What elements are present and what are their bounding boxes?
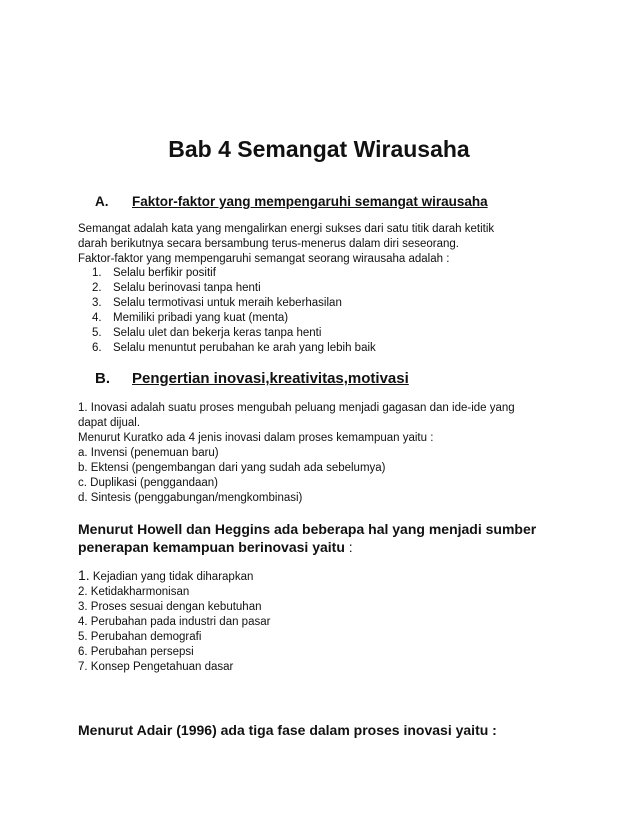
section-b-line: d. Sintesis (penggabungan/mengkombinasi) [78, 492, 303, 504]
howell-first-text: Kejadian yang tidak diharapkan [89, 571, 254, 583]
list-item: 1. Selalu berfikir positif [92, 267, 216, 279]
section-b-body [78, 401, 578, 506]
section-b-line: b. Ektensi (pengembangan dari yang sudah ada sebelumya) [78, 462, 386, 474]
list-item: 5. Selalu ulet dan bekerja keras tanpa henti [92, 327, 322, 339]
section-a-letter: A. [95, 194, 109, 209]
adair-heading: Menurut Adair (1996) ada tiga fase dalam proses inovasi yaitu : [78, 722, 497, 738]
list-item: 3. Selalu termotivasi untuk meraih keberhasilan [92, 297, 342, 309]
section-b-heading [95, 369, 409, 389]
page-title: Bab 4 Semangat Wirausaha [168, 136, 470, 162]
list-item: 4. Perubahan pada industri dan pasar [78, 616, 271, 628]
list-item: 2. Selalu berinovasi tanpa henti [92, 282, 261, 294]
section-b-line: dapat dijual. [78, 417, 141, 429]
section-b-line: 1. Inovasi adalah suatu proses mengubah peluang menjadi gagasan dan ide-ide yang [78, 402, 515, 414]
section-a-heading [95, 193, 488, 211]
section-a-list [92, 266, 376, 356]
section-a-para3: Faktor-faktor yang mempengaruhi semangat seorang wirausaha adalah : [78, 253, 450, 265]
list-item: 6. Perubahan persepsi [78, 646, 194, 658]
section-a-para2: darah berikutnya secara bersambung terus-menerus dalam diri seseorang. [78, 238, 459, 250]
list-item: 7. Konsep Pengetahuan dasar [78, 661, 234, 673]
list-item [78, 568, 270, 585]
list-item: 5. Perubahan demografi [78, 631, 202, 643]
list-item: 3. Proses sesuai dengan kebutuhan [78, 601, 262, 613]
section-a-title: Faktor-faktor yang mempengaruhi semangat wirausaha [132, 194, 488, 209]
section-b-letter: B. [95, 370, 110, 387]
howell-first-num: 1. [78, 567, 90, 583]
list-item: 6. Selalu menuntut perubahan ke arah yang lebih baik [92, 342, 376, 354]
section-b-line: c. Duplikasi (penggandaan) [78, 477, 219, 489]
howell-heading [78, 520, 568, 556]
section-b-line: Menurut Kuratko ada 4 jenis inovasi dalam proses kemampuan yaitu : [78, 432, 434, 444]
section-b-title: Pengertian inovasi,kreativitas,motivasi [132, 370, 409, 387]
howell-heading-line1: Menurut Howell dan Heggins ada beberapa hal yang menjadi sumber [78, 521, 537, 537]
howell-heading-suffix: : [344, 539, 353, 555]
list-item: 4. Memiliki pribadi yang kuat (menta) [92, 312, 289, 324]
section-a-intro [78, 222, 578, 267]
list-item: 2. Ketidakharmonisan [78, 586, 190, 598]
section-b-line: a. Invensi (penemuan baru) [78, 447, 219, 459]
howell-heading-line2: penerapan kemampuan berinovasi yaitu [78, 539, 345, 555]
howell-list [78, 568, 270, 675]
howell-heading-line2-wrap [78, 538, 568, 556]
section-a-para1: Semangat adalah kata yang mengalirkan energi sukses dari satu titik darah ketitik [78, 223, 495, 235]
